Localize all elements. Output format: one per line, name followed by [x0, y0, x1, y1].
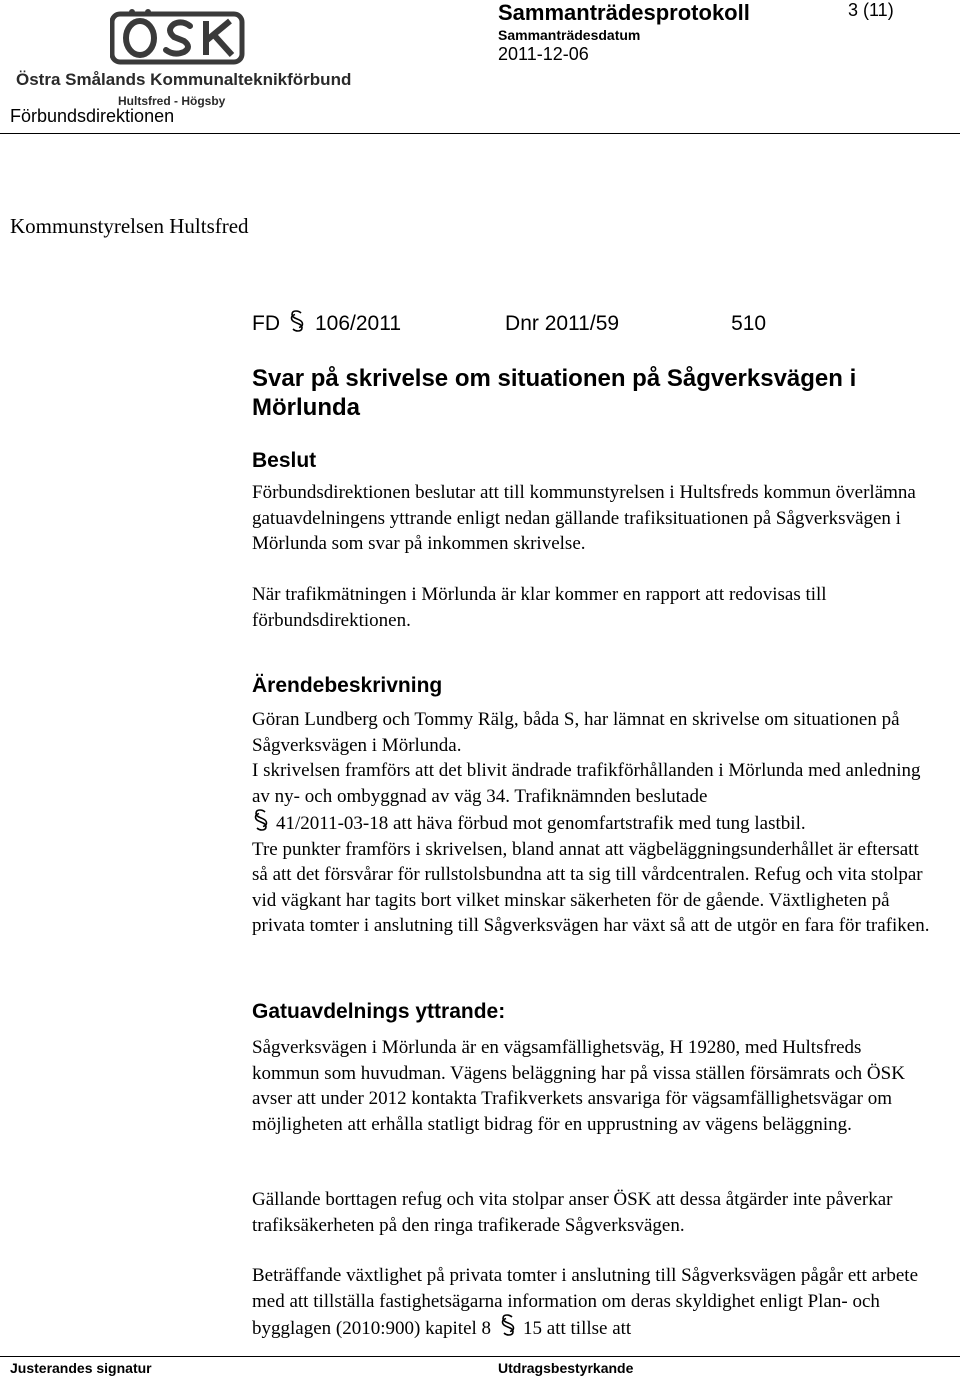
document-title: Sammanträdesprotokoll [498, 0, 750, 25]
case-fd-label: FD [252, 312, 280, 335]
arende-paragraph-2a: I skrivelsen framförs att det blivit ändrade trafikförhållanden i Mörlunda med anledning av ny- och ombyggnad av väg 34. Trafiknämnden beslutade [252, 760, 921, 807]
case-paragraph-number: 106/2011 [315, 312, 402, 335]
page-number: 3 (11) [848, 0, 894, 20]
item-title: Svar på skrivelse om situationen på Sågverksvägen i Mörlunda [252, 365, 857, 421]
arende-paragraph-2b: 41/2011-03-18 att häva förbud mot genomfartstrafik med tung lastbil. [276, 813, 806, 834]
beslut-heading: Beslut [252, 449, 317, 472]
case-code: 510 [731, 312, 767, 335]
section-sign-icon [252, 809, 270, 831]
arendebeskrivning-body [252, 707, 932, 939]
logo-subtitle: Hultsfred - Högsby [118, 94, 226, 108]
section-sign-icon [499, 1314, 517, 1336]
gatuavdelning-paragraph-1: Sågverksvägen i Mörlunda är en vägsamfällighetsväg, H 19280, med Hultsfreds kommun som huvudman. Vägens beläggning har på vissa ställen försämrats och ÖSK avser att under 2012 kontakta Trafikverkets ansvariga för vägsamfällighetsvägar om möjligheten att erhålla statligt bidrag för en upprustning av vägens beläggning. [252, 1037, 905, 1135]
gatuavdelning-paragraph-3 [252, 1263, 932, 1342]
organization-name: Förbundsdirektionen [10, 106, 175, 126]
beslut-paragraph-2: När trafikmätningen i Mörlunda är klar kommer en rapport att redovisas till förbundsdirektionen. [252, 584, 827, 631]
arende-paragraph-1: Göran Lundberg och Tommy Rälg, båda S, har lämnat en skrivelse om situationen på Sågverksvägen i Mörlunda. [252, 709, 900, 756]
case-dnr: Dnr 2011/59 [505, 312, 620, 335]
footer-divider [0, 1356, 960, 1357]
arendebeskrivning-heading: Ärendebeskrivning [252, 674, 443, 697]
osk-logo [14, 6, 352, 110]
gatuavdelning-paragraph-3a: Beträffande växtlighet på privata tomter i anslutning till Sågverksvägen pågår ett arbete med att tillställa fastighetsägarna information om deras skyldighet enligt Plan- och bygglagen (2010:900) kapitel 8 [252, 1265, 919, 1339]
recipient: Kommunstyrelsen Hultsfred [10, 214, 249, 238]
beslut-paragraph-1: Förbundsdirektionen beslutar att till kommunstyrelsen i Hultsfreds kommun överlämna gatuavdelningens yttrande enligt nedan gällande trafiksituationen på Sågverksvägen i Mörlunda som svar på inkommen skrivelse. [252, 482, 916, 554]
case-reference-line [252, 310, 766, 336]
arende-paragraph-2b-line [252, 809, 932, 837]
meeting-date-label: Sammanträdesdatum [498, 27, 641, 43]
footer-signature-label: Justerandes signatur [10, 1360, 152, 1376]
logo-name: Östra Smålands Kommunalteknikförbund [16, 70, 352, 89]
arende-paragraph-3: Tre punkter framförs i skrivelsen, bland annat att vägbeläggningsunderhållet är eftersatt så att det försvårar för rullstolsbundna att ta sig till vårdcentralen. Refug och vita stolpar vid vägkant har tagits bort vilket minskar säkerheten för de gående. Växtligheten på privata tomter i anslutning till Sågverksvägen har växt så att de utgör en fara för trafiken. [252, 838, 930, 936]
footer-extract-label: Utdragsbestyrkande [498, 1360, 634, 1376]
meeting-date-value: 2011-12-06 [498, 44, 589, 64]
gatuavdelning-paragraph-2: Gällande borttagen refug och vita stolpar anser ÖSK att dessa åtgärder inte påverkar trafiksäkerheten på den ringa trafikerade Sågverksvägen. [252, 1189, 893, 1236]
osk-logo-emblem [110, 6, 246, 68]
header-divider [0, 133, 960, 134]
gatuavdelning-paragraph-3b: 15 att tillse att [523, 1318, 632, 1339]
section-sign-icon [288, 310, 306, 332]
gatuavdelning-heading: Gatuavdelnings yttrande: [252, 1000, 506, 1023]
